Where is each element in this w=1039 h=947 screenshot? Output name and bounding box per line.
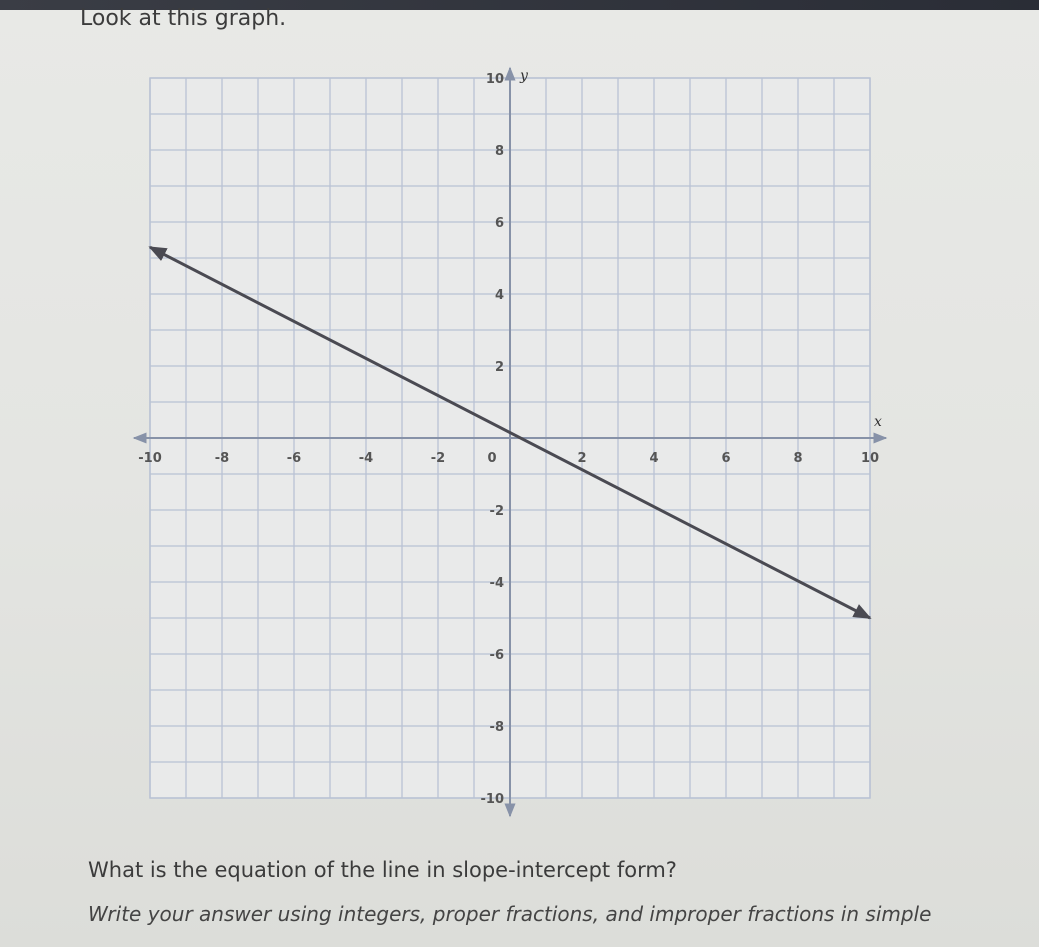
x-axis-label: x bbox=[874, 414, 882, 430]
instruction-text: Write your answer using integers, proper fractions, and improper fractions in simple bbox=[88, 902, 932, 926]
y-tick-label: 2 bbox=[494, 360, 504, 375]
question-text: What is the equation of the line in slope-intercept form? bbox=[88, 858, 677, 882]
x-tick-label: 2 bbox=[577, 451, 587, 466]
x-tick-label: -8 bbox=[214, 451, 230, 466]
x-tick-label: -10 bbox=[138, 451, 162, 466]
y-tick-label: -10 bbox=[480, 792, 504, 807]
y-tick-label: 8 bbox=[494, 144, 504, 159]
graph-svg bbox=[128, 66, 898, 836]
x-tick-label: -4 bbox=[358, 451, 374, 466]
x-tick-label: -2 bbox=[430, 451, 446, 466]
x-tick-label: -6 bbox=[286, 451, 302, 466]
prompt-text: Look at this graph. bbox=[80, 6, 287, 31]
y-tick-label: -8 bbox=[489, 720, 504, 735]
y-tick-label: -2 bbox=[489, 504, 504, 519]
y-tick-label: -6 bbox=[489, 648, 504, 663]
coordinate-graph bbox=[128, 66, 898, 840]
y-axis-label: y bbox=[520, 68, 528, 84]
y-tick-label: 10 bbox=[485, 72, 504, 87]
x-tick-label: 0 bbox=[487, 451, 497, 466]
y-tick-label: 6 bbox=[494, 216, 504, 231]
x-tick-label: 10 bbox=[860, 451, 880, 466]
y-tick-label: -4 bbox=[489, 576, 504, 591]
y-tick-label: 4 bbox=[494, 288, 504, 303]
x-tick-label: 4 bbox=[649, 451, 659, 466]
x-tick-label: 8 bbox=[793, 451, 803, 466]
x-tick-label: 6 bbox=[721, 451, 731, 466]
